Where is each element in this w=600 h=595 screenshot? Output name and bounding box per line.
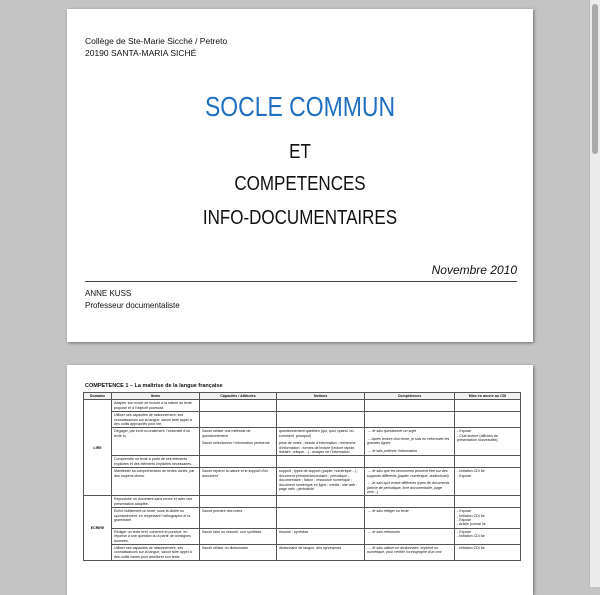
cdi-text: - Exposé [457,517,472,522]
notions-cell [277,428,365,456]
cdi-cell [455,468,521,496]
cdi-text: - Club lecture (affiches de présentation nouveautés) [457,433,498,443]
table-row [84,496,521,508]
domain-ecrire: ECRIRE [84,496,112,561]
item-cell: Écrire lisiblement un texte, sous la dictée ou spontanément, en respectant l'orthographe et la grammaire. [112,508,200,529]
capacites-cell: Savoir repérer la nature et le support d'un document [200,468,277,496]
document-title: SOCLE COMMUN [204,91,396,122]
cover-page [67,9,533,342]
cdi-cell [455,508,521,529]
item-cell: Utiliser ses capacités de raisonnement, ses connaissances sur la langue, savoir faire appel à des outils appropriés pour lire. [112,412,200,428]
item-cell: Adapter son mode de lecture à la nature du texte proposé et à l'objectif poursuivi. [112,400,200,412]
header-domaine: Domaine [84,393,112,400]
item-cell: Reproduire un document sans erreur et avec une présentation adaptée. [112,496,200,508]
cdi-text: - Article journal 3e [457,522,486,527]
author-block [85,288,180,312]
competences-cell: → Je sais reformuler [365,528,455,544]
competences-cell [365,468,455,496]
header-capacites: Capacités / Attitudes [200,393,277,400]
domain-lire: LIRE [84,400,112,496]
school-city: 20190 SANTA-MARIA SICHÉ [85,48,197,58]
cdi-text: - Exposé [457,429,472,434]
table-row [84,412,521,428]
table-row [84,544,521,560]
scrollbar-thumb[interactable] [592,4,598,154]
competence-text: → Je sais questionner un sujet [367,429,417,434]
capacites-cell: Savoir utiliser un dictionnaire [200,544,277,560]
table-row [84,468,521,496]
table-row [84,456,521,468]
capacites-cell: Savoir prendre des notes [200,508,277,529]
table-row [84,528,521,544]
item-cell: Dégager, par écrit ou oralement, l'essentiel d'un texte lu. [112,428,200,456]
cdi-cell: - Initiation CDI 6e [455,544,521,560]
notion-text: questionnement quintilien (qui, quoi, quand, où, comment, pourquoi) [279,429,355,438]
competence-table [83,392,521,561]
school-address [85,35,227,59]
table-row [84,428,521,456]
divider [85,281,517,282]
title-info-doc: INFO-DOCUMENTAIRES [202,207,398,229]
notions-cell: support ; types de support (papier, numérique…) ; document primaire/secondaire ; périodique ; documentaire ; fiction ; ressource numérique ; document numérique en ligne ; média ; site web ; page web ; périodicité [277,468,365,496]
competences-cell: → Je sais utiliser un dictionnaire, imprimé ou numérique, pour vérifier l'orthographe d'un mot [365,544,455,560]
competences-cell: → Je sais rédiger un texte [365,508,455,529]
cdi-text: - Initiation CDI 6e [457,534,485,539]
competence-text: → Je sais qu'il existe différents types de documents (article de périodique, livre documentaire, page web…) [367,481,450,494]
document-date: Novembre 2010 [431,263,517,277]
competence-title: COMPETENCE 1 – La maîtrise de la langue française [85,383,223,389]
table-row [84,508,521,529]
competence-text: → Je sais prélever l'information [367,448,418,453]
item-cell: Manifester sa compréhension de textes variés, par des moyens divers. [112,468,200,496]
item-cell: Rédiger un texte bref, cohérent et ponctué, en réponse à une question ou à partir de consignes données. [112,528,200,544]
header-cdi: Mise en œuvre au CDI [455,393,521,400]
item-cell: Comprendre un texte à partir de ses éléments explicites et des éléments implicites nécessaires. [112,456,200,468]
capacite-text: Savoir sélectionner l'information pertinente [202,441,270,446]
competences-cell [365,428,455,456]
capacites-cell [200,428,277,456]
item-cell: Utiliser ses capacités de raisonnement, ses connaissances sur la langue, savoir faire appel à des outils variés pour améliorer son texte. [112,544,200,560]
competence-text: → Je sais que les documents peuvent être sur des supports différents (papier, numérique, audiovisuel) [367,469,449,478]
cdi-text: - Exposé [457,509,472,514]
title-competences: COMPETENCES [234,173,366,195]
cdi-cell [455,428,521,456]
notions-cell: résumé ; synthèse [277,528,365,544]
table-header-row [84,393,521,400]
table-row [84,400,521,412]
header-competences: Compétences [365,393,455,400]
cdi-text: - Exposé [457,473,472,478]
notion-text: prise de notes ; besoin d'information ; recherche d'information ; formes de lecture (lecture rapide, linéaire, critique…) ; analyse de l'information [279,441,356,455]
author-name: ANNE KUSS [85,289,132,298]
capacites-cell: Savoir faire un résumé, une synthèse [200,528,277,544]
header-notions: Notions [277,393,365,400]
table-page [67,365,533,595]
cdi-text: - Exposé [457,529,472,534]
notions-cell: dictionnaire de langue, des synonymes [277,544,365,560]
competence-text: → Après lecture d'un texte, je sais en reformuler les grandes lignes [367,436,450,446]
cdi-text: - Initiation CDI 6e [457,513,485,518]
author-role: Professeur documentaliste [85,301,180,310]
header-items: Items [112,393,200,400]
school-name: Collège de Ste-Marie Sicché / Petreto [85,36,228,46]
capacite-text: Savoir utiliser une méthode de questionnement [202,429,251,438]
vertical-scrollbar[interactable] [589,0,600,587]
cdi-text: - Initiation CDI 6e [457,469,485,474]
cdi-cell [455,528,521,544]
title-et: ET [289,141,311,163]
